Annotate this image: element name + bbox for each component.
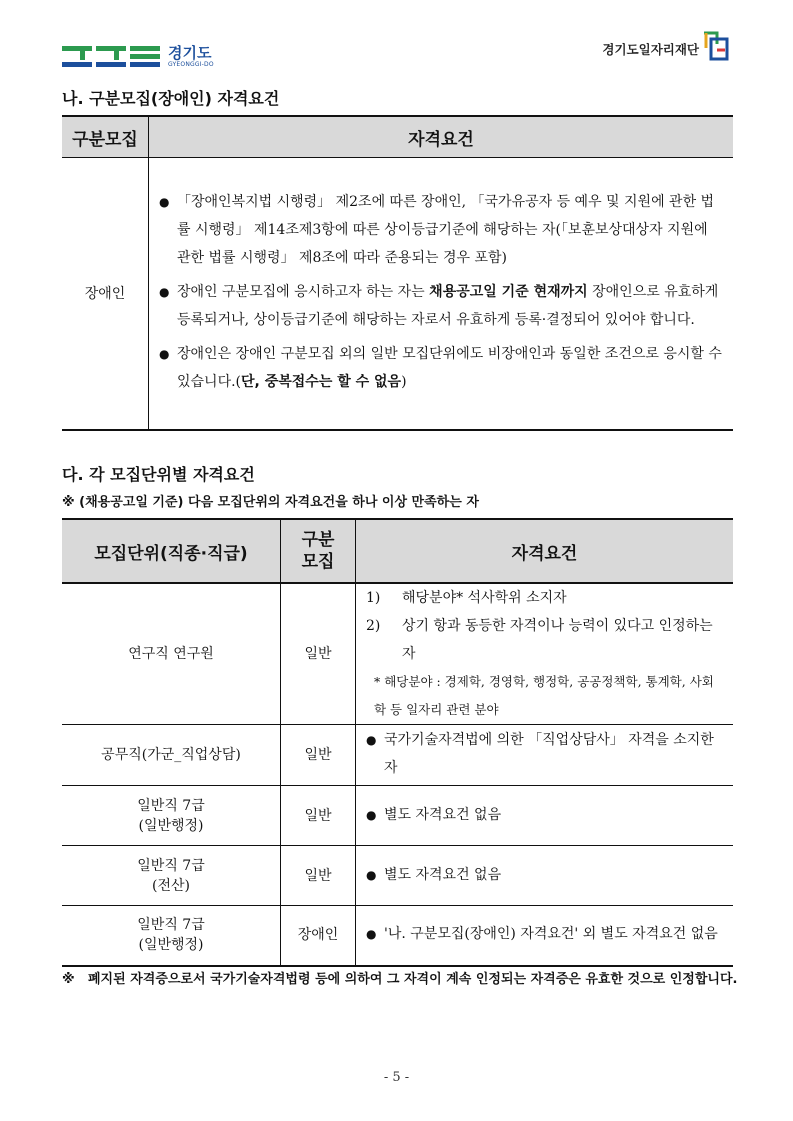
bullet-text: 「장애인복지법 시행령」 제2조에 따른 장애인, 「국가유공자 등 예우 및 지원에 관한 법률 시행령」 제14조제3항에 따른 상이등급기준에 해당하는 자(「보훈보상대상자 지원에 관한 법률 시행령」 제8조에 따라 준용되는 경우 포함) [177,194,715,267]
bullet-icon: ● [366,927,377,942]
type-cell: 장애인 [281,906,356,966]
bullet-text-pre: 장애인은 장애인 구분모집 외의 일반 모집단위에도 비장애인과 동일한 조건으로 응시할 수 있습니다.( [177,346,722,391]
footer-note-text: 폐지된 자격증으로서 국가기술자격법령 등에 의하여 그 자격이 계속 인정되는 자격증은 유효한 것으로 인정합니다. [88,972,738,987]
foundation-logo-text: 경기도일자리재단 [602,42,699,57]
gyeonggi-job-foundation-logo [602,30,731,62]
gyeonggi-logo-mark-icon [62,44,162,70]
logo-text-ko: 경기도 [168,44,212,62]
numbered-item: 1) 해당분야* 석사학위 소지자 [366,590,567,606]
gyeonggi-do-logo [62,42,214,72]
section-da-note: ※ (채용공고일 기준) 다음 모집단위의 자격요건을 하나 이상 만족하는 자 [62,495,479,510]
disabled-requirements-cell [149,158,734,430]
unit-requirements-table [62,518,733,967]
type-cell: 일반 [281,725,356,786]
type-cell: 일반 [281,583,356,725]
table-row [62,846,733,906]
requirement-cell: ● 별도 자격요건 없음 [356,846,734,906]
bullet-text-post: ) [401,374,407,391]
bullet-item [159,188,723,272]
header-requirements: 자격요건 [149,116,734,158]
page-number: - 5 - [383,1070,410,1085]
bullet-icon: ● [366,807,377,822]
requirement-cell: ● 국가기술자격법에 의한 「직업상담사」 자격을 소지한 자 [356,725,734,786]
requirement-cell [356,583,734,725]
footer-note [62,966,738,994]
requirement-cell: ● 별도 자격요건 없음 [356,786,734,846]
bullet-icon: ● [159,347,170,362]
gyeonggi-job-foundation-mark-icon [701,30,731,62]
table-row [62,906,733,966]
disabled-requirements-table [62,115,733,431]
table-row [62,786,733,846]
bullet-text-bold: 단, 중복접수는 할 수 없음 [241,374,402,391]
bullet-icon: ● [366,867,377,882]
unit-cell: 일반직 7급 (일반행정) [62,786,281,846]
header-type: 구분 모집 [281,519,356,583]
header-requirements: 자격요건 [356,519,734,583]
bullet-item [159,278,723,334]
section-na-title: 나. 구분모집(장애인) 자격요건 [62,89,280,108]
bullet-icon: ● [366,733,377,747]
bullet-item [159,340,723,396]
header-unit: 모집단위(직종·직급) [62,519,281,583]
row-label-disabled: 장애인 [62,158,149,430]
unit-cell: 일반직 7급 (전산) [62,846,281,906]
bullet-icon: ● [159,195,170,210]
bullet-text-pre: 장애인 구분모집에 응시하고자 하는 자는 [177,284,430,301]
section-da-title: 다. 각 모집단위별 자격요건 [62,465,255,484]
bullet-icon: ● [159,285,170,300]
table-row [62,725,733,786]
unit-cell: 연구직 연구원 [62,583,281,725]
table-row [62,583,733,725]
unit-cell: 일반직 7급 (일반행정) [62,906,281,966]
header-category: 구분모집 [62,116,149,158]
numbered-item: 2) 상기 항과 동등한 자격이나 능력이 있다고 인정하는 자 [366,618,713,662]
type-cell: 일반 [281,786,356,846]
bullet-text-post: 장애인으로 유효하게 등록되거나, 상이등급기준에 해당하는 자로서 유효하게 등록·결정되어 있어야 합니다. [177,284,719,329]
bullet-text-bold: 채용공고일 기준 현재까지 [429,284,588,301]
unit-cell: 공무직(가군_직업상담) [62,725,281,786]
requirement-cell: ● '나. 구분모집(장애인) 자격요건' 외 별도 자격요건 없음 [356,906,734,966]
field-footnote: * 해당분야 : 경제학, 경영학, 행정학, 공공정책학, 통계학, 사회학 등 일자리 관련 분야 [374,674,714,717]
logo-text-en: GYEONGGI-DO [168,61,214,68]
reference-mark: ※ [62,972,75,987]
type-cell: 일반 [281,846,356,906]
